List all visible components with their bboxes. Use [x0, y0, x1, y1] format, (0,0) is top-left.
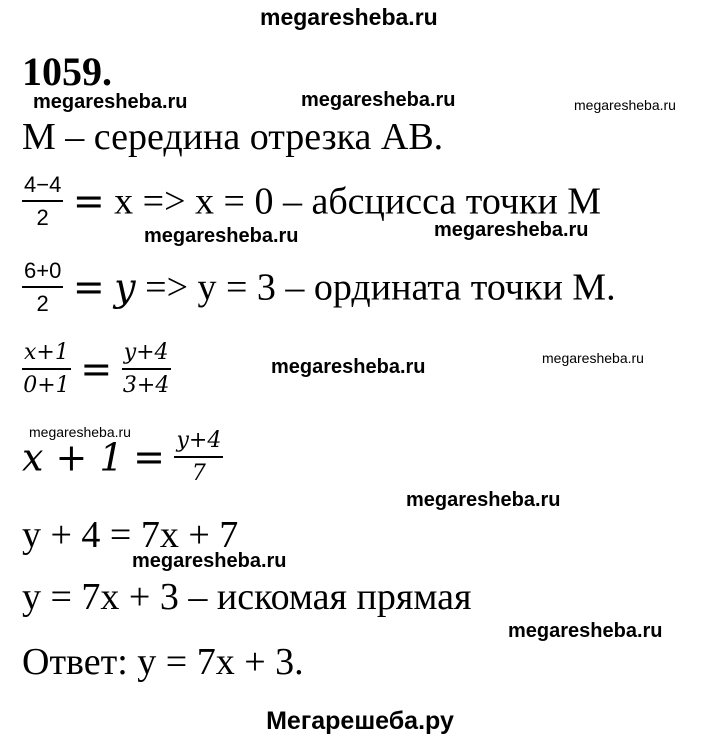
fraction: [122, 340, 171, 399]
equals-sign: =: [80, 347, 113, 392]
fraction-numerator: y+4: [122, 340, 171, 370]
watermark: megaresheba.ru: [406, 489, 561, 511]
equation-line-through-points: [22, 340, 171, 399]
solution-line-midpoint: M – середина отрезка AB.: [22, 116, 444, 158]
equals-sign: =: [72, 179, 105, 224]
equation-text: x => x = 0 – абсцисса точки M: [114, 180, 602, 223]
fraction-denominator: 3+4: [122, 373, 170, 399]
fraction-numerator: y+4: [174, 428, 223, 458]
fraction-denominator: 7: [191, 461, 206, 487]
equals-sign: =: [72, 265, 105, 310]
watermark: megaresheba.ru: [542, 350, 644, 366]
fraction-denominator: 2: [36, 291, 49, 317]
equation-abscissa: [22, 172, 601, 231]
footer-brand: Мегарешеба.ру: [266, 707, 454, 735]
fraction-denominator: 2: [36, 205, 49, 231]
watermark: megaresheba.ru: [508, 620, 663, 642]
fraction-denominator: 0+1: [23, 373, 70, 399]
fraction: [22, 258, 63, 317]
equation-ordinate: [22, 258, 616, 317]
equation-text: => y = 3 – ордината точки M.: [145, 266, 616, 309]
answer-line: Ответ: y = 7x + 3.: [22, 641, 304, 683]
fraction-numerator: 6+0: [22, 258, 63, 288]
watermark: megaresheba.ru: [271, 356, 426, 378]
fraction-numerator: x+1: [22, 340, 71, 370]
solution-line-result: y = 7x + 3 – искомая прямая: [22, 576, 472, 618]
watermark: megaresheba.ru: [434, 219, 589, 241]
watermark: megaresheba.ru: [132, 550, 287, 572]
site-header: megaresheba.ru: [260, 4, 438, 30]
fraction-numerator: 4−4: [22, 172, 63, 202]
watermark: megaresheba.ru: [301, 89, 456, 111]
watermark: megaresheba.ru: [33, 91, 188, 113]
equation-simplified: [22, 428, 223, 487]
watermark: megaresheba.ru: [574, 97, 676, 113]
equals-sign: =: [133, 435, 165, 480]
watermark: megaresheba.ru: [29, 424, 131, 440]
equation-left-side: x + 1: [22, 435, 124, 480]
solution-line-expanded: y + 4 = 7x + 7: [22, 514, 239, 556]
watermark: megaresheba.ru: [144, 225, 299, 247]
problem-number: 1059.: [22, 49, 112, 94]
fraction: [22, 340, 71, 399]
variable-y: y: [114, 265, 136, 310]
fraction: [22, 172, 63, 231]
fraction: [174, 428, 223, 487]
